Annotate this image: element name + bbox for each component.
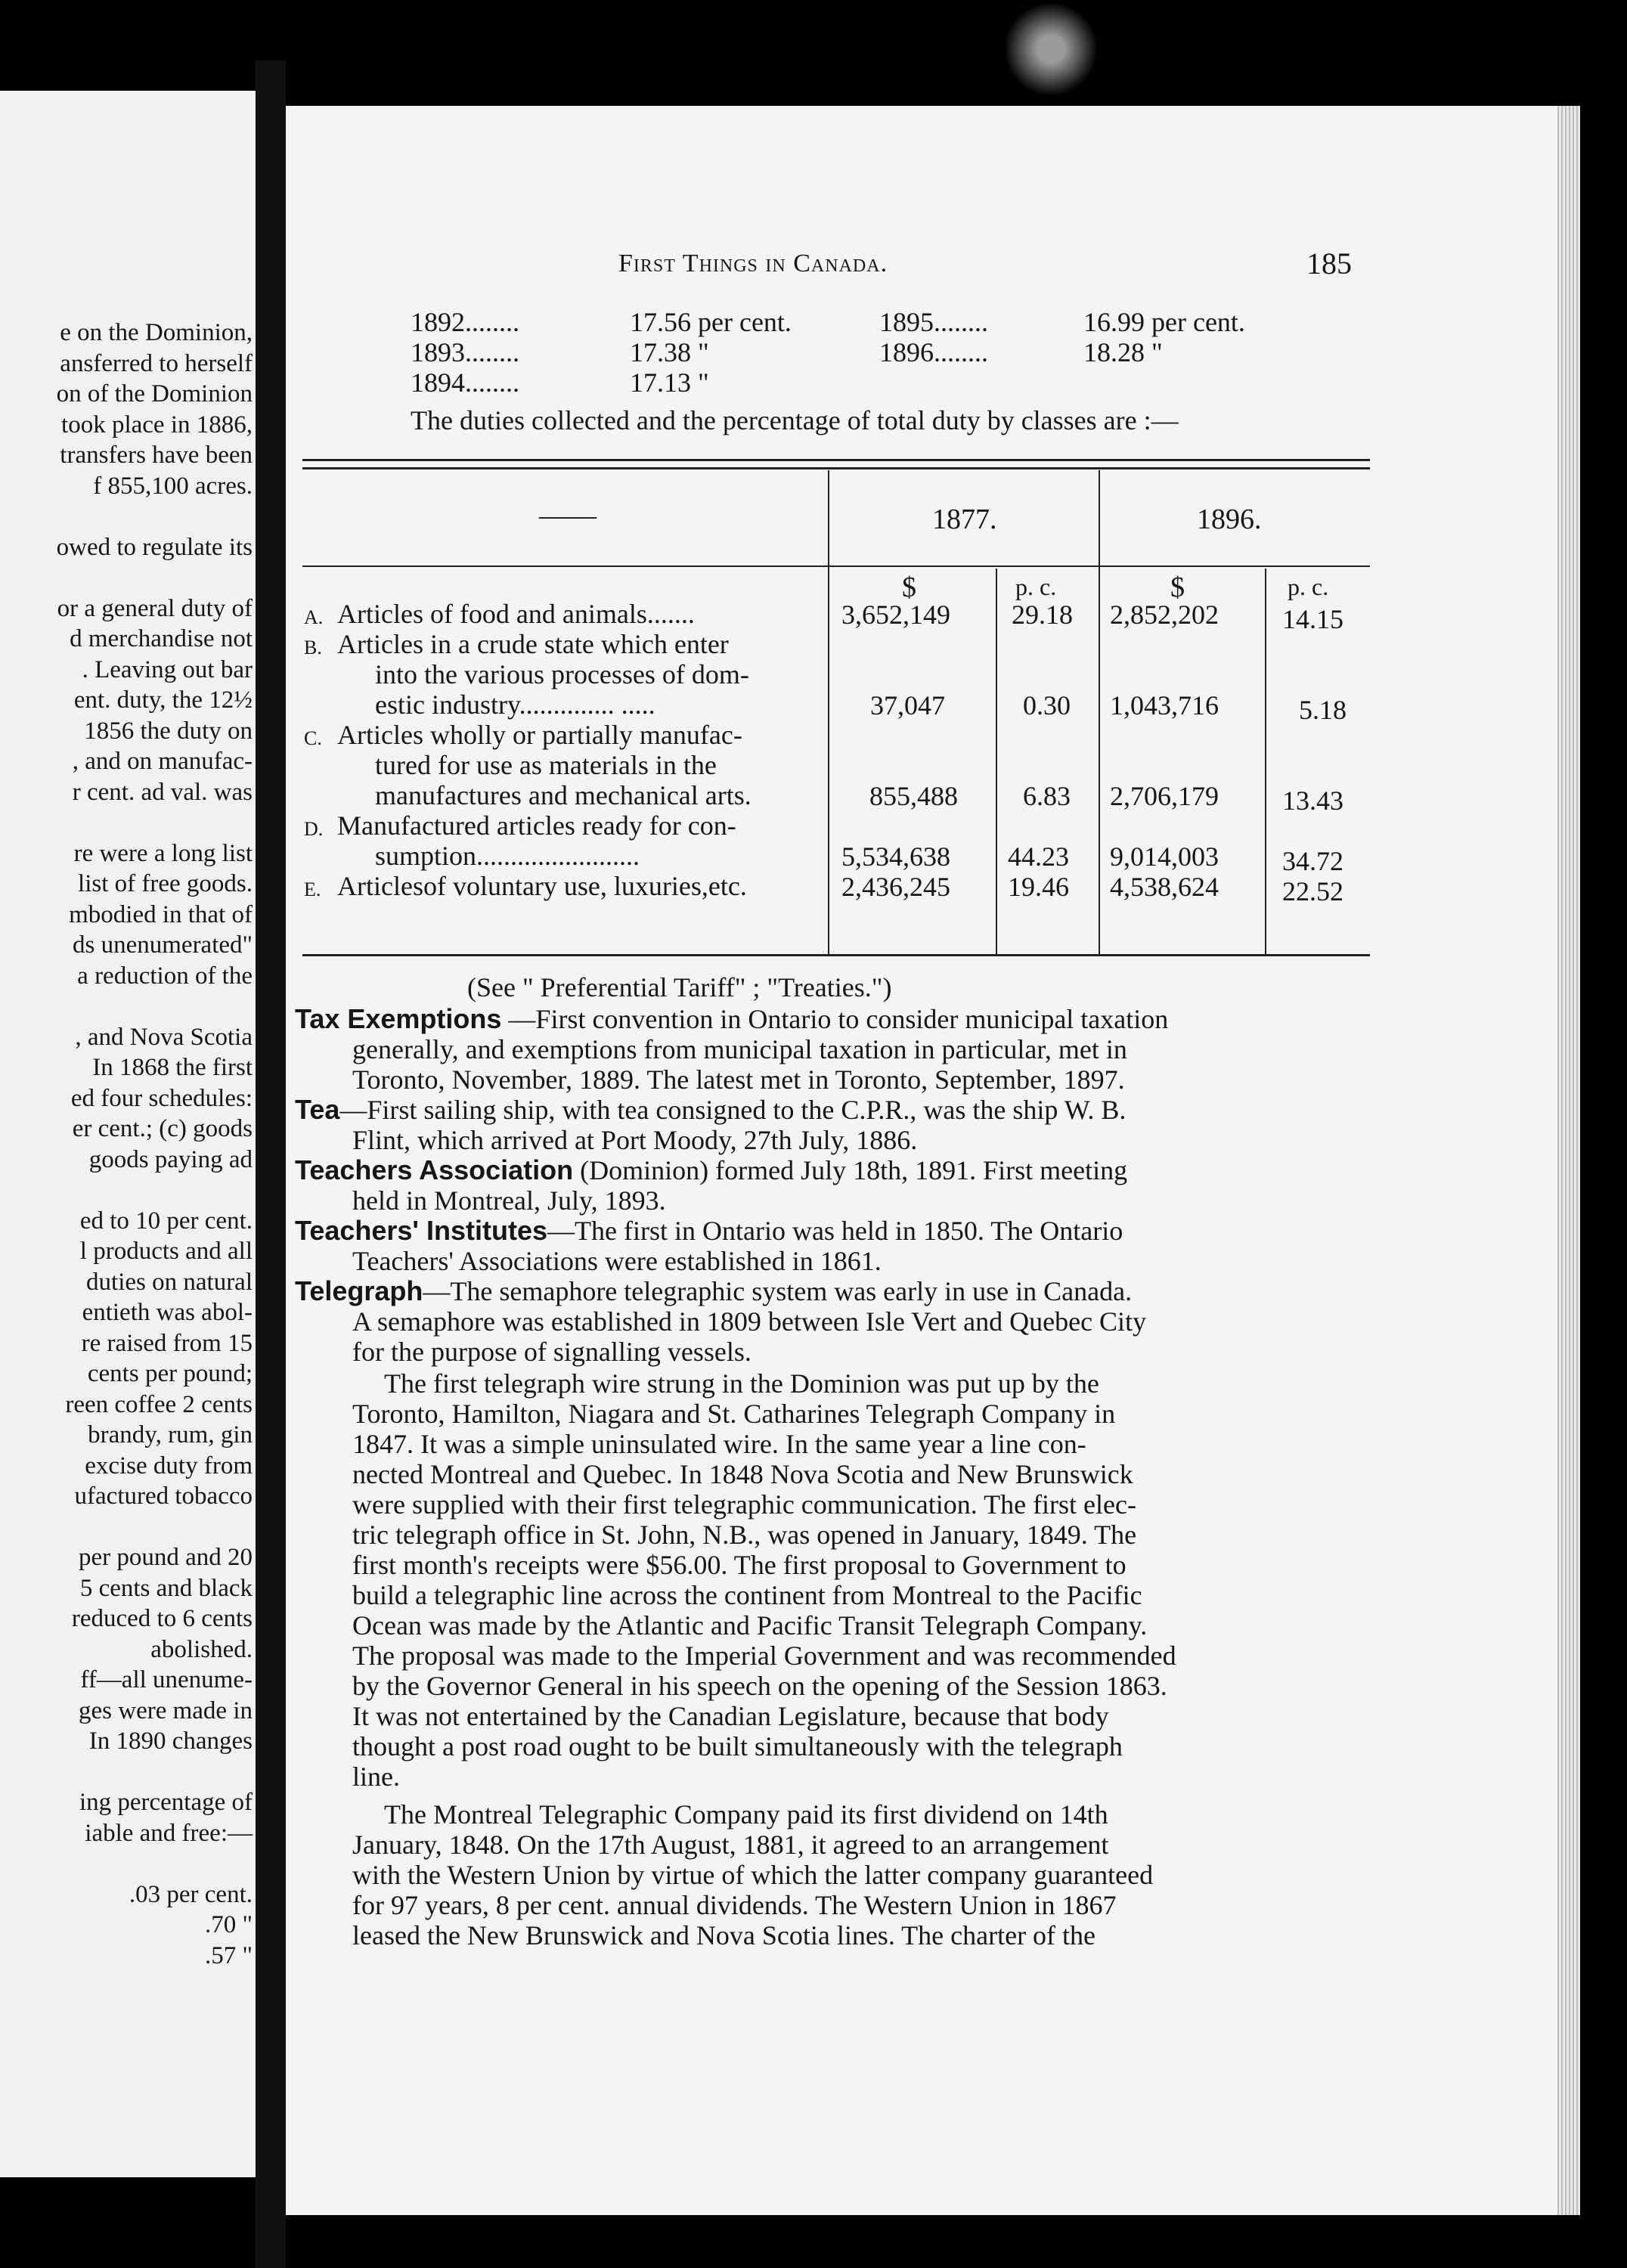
page — [286, 106, 1580, 2215]
entry-teachers-institutes — [295, 1216, 1123, 1246]
running-head: First Things in Canada. — [618, 249, 888, 277]
left-page-line: goods paying ad — [88, 1145, 253, 1173]
row-e-1877-pc: 19.46 — [1008, 872, 1069, 902]
left-page-line: entieth was abol- — [82, 1299, 253, 1326]
col-pc-1877: p. c. — [1015, 573, 1057, 600]
left-page-line: abolished. — [150, 1635, 253, 1663]
pct-year-1894: 1894........ — [411, 367, 519, 398]
left-page-line: on of the Dominion — [56, 380, 253, 407]
row-b-1877-pc: 0.30 — [1023, 690, 1071, 720]
paragraph-line: The first telegraph wire strung in the Dominion was put up by the — [384, 1368, 1099, 1399]
entry-term: Tea — [295, 1094, 340, 1125]
entry-line: —The first in Ontario was held in 1850. The Ontario — [547, 1216, 1123, 1246]
pct-value-1895: 16.99 per cent. — [1083, 307, 1245, 337]
col-year-1877: 1877. — [932, 503, 997, 535]
left-page-line: or a general duty of — [57, 594, 253, 622]
left-page-line: .03 per cent. — [129, 1880, 253, 1908]
paragraph-line: were supplied with their first telegraphic communication. The first elec- — [352, 1489, 1136, 1520]
left-page-line: took place in 1886, — [61, 411, 253, 438]
entry-line: —First convention in Ontario to consider municipal taxation — [501, 1004, 1169, 1034]
entry-teachers-association — [295, 1155, 1127, 1185]
left-page-line: e on the Dominion, — [60, 319, 253, 346]
paragraph-line: 1847. It was a simple uninsulated wire. In the same year a line con- — [352, 1429, 1086, 1459]
paragraph-line: nected Montreal and Quebec. In 1848 Nova Scotia and New Brunswick — [352, 1459, 1133, 1489]
left-page-line: reduced to 6 cents — [71, 1605, 253, 1632]
left-page-line: ed to 10 per cent. — [79, 1207, 253, 1235]
paragraph-line: build a telegraphic line across the continent from Montreal to the Pacific — [352, 1580, 1142, 1610]
row-b-1896-value: 1,043,716 — [1110, 690, 1219, 720]
pct-year-1892: 1892........ — [411, 307, 519, 337]
entry-telegraph-line-2: A semaphore was established in 1809 between Isle Vert and Quebec City — [352, 1306, 1147, 1337]
paragraph-line: The Montreal Telegraphic Company paid its first dividend on 14th — [384, 1799, 1108, 1830]
row-b-letter: B. — [304, 637, 322, 658]
left-page-line: list of free goods. — [78, 870, 253, 897]
paragraph-line: for 97 years, 8 per cent. annual dividends. The Western Union in 1867 — [352, 1890, 1117, 1920]
left-page-line: ent. duty, the 12½ — [73, 686, 253, 714]
row-d-1896-value: 9,014,003 — [1110, 841, 1219, 872]
row-e-text: Articlesof voluntary use, luxuries,etc. — [337, 871, 747, 901]
col-year-1896: 1896. — [1197, 503, 1262, 535]
left-page-line: , and on manufac- — [72, 748, 253, 775]
left-page-line: l products and all — [79, 1238, 253, 1265]
left-page-line: reen coffee 2 cents — [65, 1390, 253, 1418]
pct-year-1893: 1893........ — [411, 337, 519, 367]
row-d-1896-pc: 34.72 — [1282, 846, 1343, 876]
row-c-1896-value: 2,706,179 — [1110, 781, 1219, 811]
row-a-1896-pc: 14.15 — [1282, 604, 1343, 634]
pct-value-1892: 17.56 per cent. — [630, 307, 792, 337]
left-page-line: In 1868 the first — [92, 1054, 253, 1081]
left-page-line: mbodied in that of — [69, 900, 253, 928]
see-also-note: (See " Preferential Tariff" ; "Treaties.") — [467, 972, 892, 1002]
entry-teachers-association-line-2: held in Montreal, July, 1893. — [352, 1185, 666, 1216]
left-page-line: In 1890 changes — [88, 1727, 253, 1755]
left-page-line: ufactured tobacco — [74, 1483, 253, 1510]
pct-value-1893: 17.38 " — [630, 337, 709, 367]
left-page-line: r cent. ad val. was — [72, 778, 253, 806]
left-page-line: ed four schedules: — [70, 1084, 253, 1112]
left-page-line: transfers have been — [60, 442, 253, 469]
left-page-line: cents per pound; — [87, 1360, 253, 1387]
row-c-text-2: tured for use as materials in the — [375, 750, 717, 780]
left-page-line: , and Nova Scotia — [75, 1023, 253, 1051]
row-c-text-3: manufactures and mechanical arts. — [375, 780, 752, 810]
entry-term: Teachers Association — [295, 1154, 574, 1185]
row-e-1896-value: 4,538,624 — [1110, 872, 1219, 902]
col-pc-1896: p. c. — [1288, 573, 1329, 600]
entry-tax-exemptions-line-3: Toronto, November, 1889. The latest met in Toronto, September, 1897. — [352, 1064, 1125, 1095]
scan-smudge — [1006, 0, 1096, 98]
row-d-text-1: Manufactured articles ready for con- — [337, 810, 736, 841]
left-page-line: re were a long list — [73, 839, 253, 867]
left-page-line: per pound and 20 — [78, 1544, 253, 1571]
paragraph-line: first month's receipts were $56.00. The first proposal to Government to — [352, 1550, 1127, 1580]
row-b-1896-pc: 5.18 — [1299, 695, 1347, 725]
row-c-text-1: Articles wholly or partially manufac- — [337, 720, 742, 750]
paragraph-line: Toronto, Hamilton, Niagara and St. Catharines Telegraph Company in — [352, 1399, 1116, 1429]
row-d-letter: D. — [304, 818, 324, 840]
entry-term: Telegraph — [295, 1275, 423, 1306]
entry-tax-exemptions — [295, 1004, 1168, 1034]
row-b-1877-value: 37,047 — [870, 690, 945, 720]
left-page-line: 1856 the duty on — [84, 717, 253, 745]
col-dollar-1896: $ — [1170, 572, 1185, 603]
left-page-line: iable and free:— — [85, 1819, 253, 1847]
row-e-letter: E. — [304, 878, 321, 900]
entry-line: —The semaphore telegraphic system was early in use in Canada. — [423, 1276, 1133, 1306]
row-e-1896-pc: 22.52 — [1282, 876, 1343, 906]
paragraph-line: by the Governor General in his speech on the opening of the Session 1863. — [352, 1671, 1167, 1701]
row-b-text-3: estic industry.............. ..... — [375, 689, 655, 720]
paragraph-line: leased the New Brunswick and Nova Scotia lines. The charter of the — [352, 1920, 1096, 1950]
paragraph-line: line. — [352, 1761, 400, 1792]
page-number: 185 — [1306, 246, 1352, 280]
pct-value-1896: 18.28 " — [1083, 337, 1163, 367]
col-dollar-1877: $ — [902, 572, 916, 603]
left-page-line: .57 " — [205, 1941, 253, 1969]
row-c-letter: C. — [304, 727, 322, 749]
paragraph-line: The proposal was made to the Imperial Government and was recommended — [352, 1641, 1176, 1671]
row-e-1877-value: 2,436,245 — [841, 872, 950, 902]
row-a-text: Articles of food and animals....... — [337, 599, 695, 629]
page-edge — [1557, 106, 1580, 2215]
row-b-text-2: into the various processes of dom- — [375, 659, 749, 689]
paragraph-line: tric telegraph office in St. John, N.B., was opened in January, 1849. The — [352, 1520, 1137, 1550]
left-page-line: a reduction of the — [77, 962, 253, 990]
row-c-1896-pc: 13.43 — [1282, 785, 1343, 816]
left-page-line: duties on natural — [86, 1268, 253, 1296]
stub-dash: —— — [539, 500, 597, 531]
entry-line: —First sailing ship, with tea consigned to the C.P.R., was the ship W. B. — [339, 1095, 1127, 1125]
entry-line: (Dominion) formed July 18th, 1891. First meeting — [573, 1155, 1128, 1185]
paragraph-line: thought a post road ought to be built simultaneously with the telegraph — [352, 1731, 1123, 1761]
book-gutter — [256, 60, 286, 2268]
left-page-line: ges were made in — [79, 1696, 253, 1724]
table-lead-sentence: The duties collected and the percentage of total duty by classes are :— — [411, 405, 1179, 435]
left-page-line: d merchandise not — [70, 625, 253, 652]
paragraph-line: with the Western Union by virtue of which the latter company guaranteed — [352, 1860, 1154, 1890]
row-c-1877-value: 855,488 — [869, 781, 958, 811]
paragraph-line: It was not entertained by the Canadian Legislature, because that body — [352, 1701, 1109, 1731]
paragraph-line: January, 1848. On the 17th August, 1881, it agreed to an arrangement — [352, 1830, 1109, 1860]
entry-tax-exemptions-line-2: generally, and exemptions from municipal taxation in particular, met in — [352, 1034, 1127, 1064]
left-page-fragment — [0, 91, 256, 2177]
row-d-1877-pc: 44.23 — [1008, 841, 1069, 872]
left-page-line: ing percentage of — [79, 1789, 253, 1816]
entry-term: Teachers' Institutes — [295, 1215, 548, 1246]
left-page-line: . Leaving out bar — [82, 655, 253, 683]
left-page-line: er cent.; (c) goods — [72, 1115, 253, 1142]
pct-value-1894: 17.13 " — [630, 367, 709, 398]
entry-teachers-institutes-line-2: Teachers' Associations were established in 1861. — [352, 1246, 882, 1276]
left-page-line: re raised from 15 — [81, 1329, 253, 1357]
row-d-1877-value: 5,534,638 — [841, 841, 950, 872]
left-page-line: 5 cents and black — [79, 1574, 253, 1602]
left-page-line: .70 " — [205, 1911, 253, 1938]
left-page-line: f 855,100 acres. — [93, 472, 253, 500]
entry-term: Tax Exemptions — [295, 1003, 502, 1034]
entry-tea-line-2: Flint, which arrived at Port Moody, 27th July, 1886. — [352, 1125, 918, 1155]
row-b-text-1: Articles in a crude state which enter — [337, 629, 729, 659]
paragraph-line: Ocean was made by the Atlantic and Pacific Transit Telegraph Company. — [352, 1610, 1148, 1641]
pct-year-1895: 1895........ — [879, 307, 988, 337]
row-a-letter: A. — [304, 606, 324, 628]
entry-telegraph — [295, 1276, 1132, 1306]
pct-year-1896: 1896........ — [879, 337, 988, 367]
row-a-1877-pc: 29.18 — [1012, 600, 1073, 630]
entry-tea — [295, 1095, 1126, 1125]
row-c-1877-pc: 6.83 — [1023, 781, 1071, 811]
left-page-line: excise duty from — [85, 1452, 253, 1479]
entry-telegraph-line-3: for the purpose of signalling vessels. — [352, 1337, 752, 1367]
left-page-line: owed to regulate its — [56, 533, 253, 561]
left-page-line: ff—all unenume- — [80, 1666, 253, 1693]
left-page-line: ansferred to herself — [60, 349, 253, 377]
row-d-text-2: sumption........................ — [375, 841, 640, 871]
row-a-1877-value: 3,652,149 — [841, 600, 950, 630]
row-a-1896-value: 2,852,202 — [1110, 600, 1219, 630]
left-page-line: brandy, rum, gin — [88, 1421, 253, 1448]
left-page-line: ds unenumerated" — [73, 931, 253, 959]
